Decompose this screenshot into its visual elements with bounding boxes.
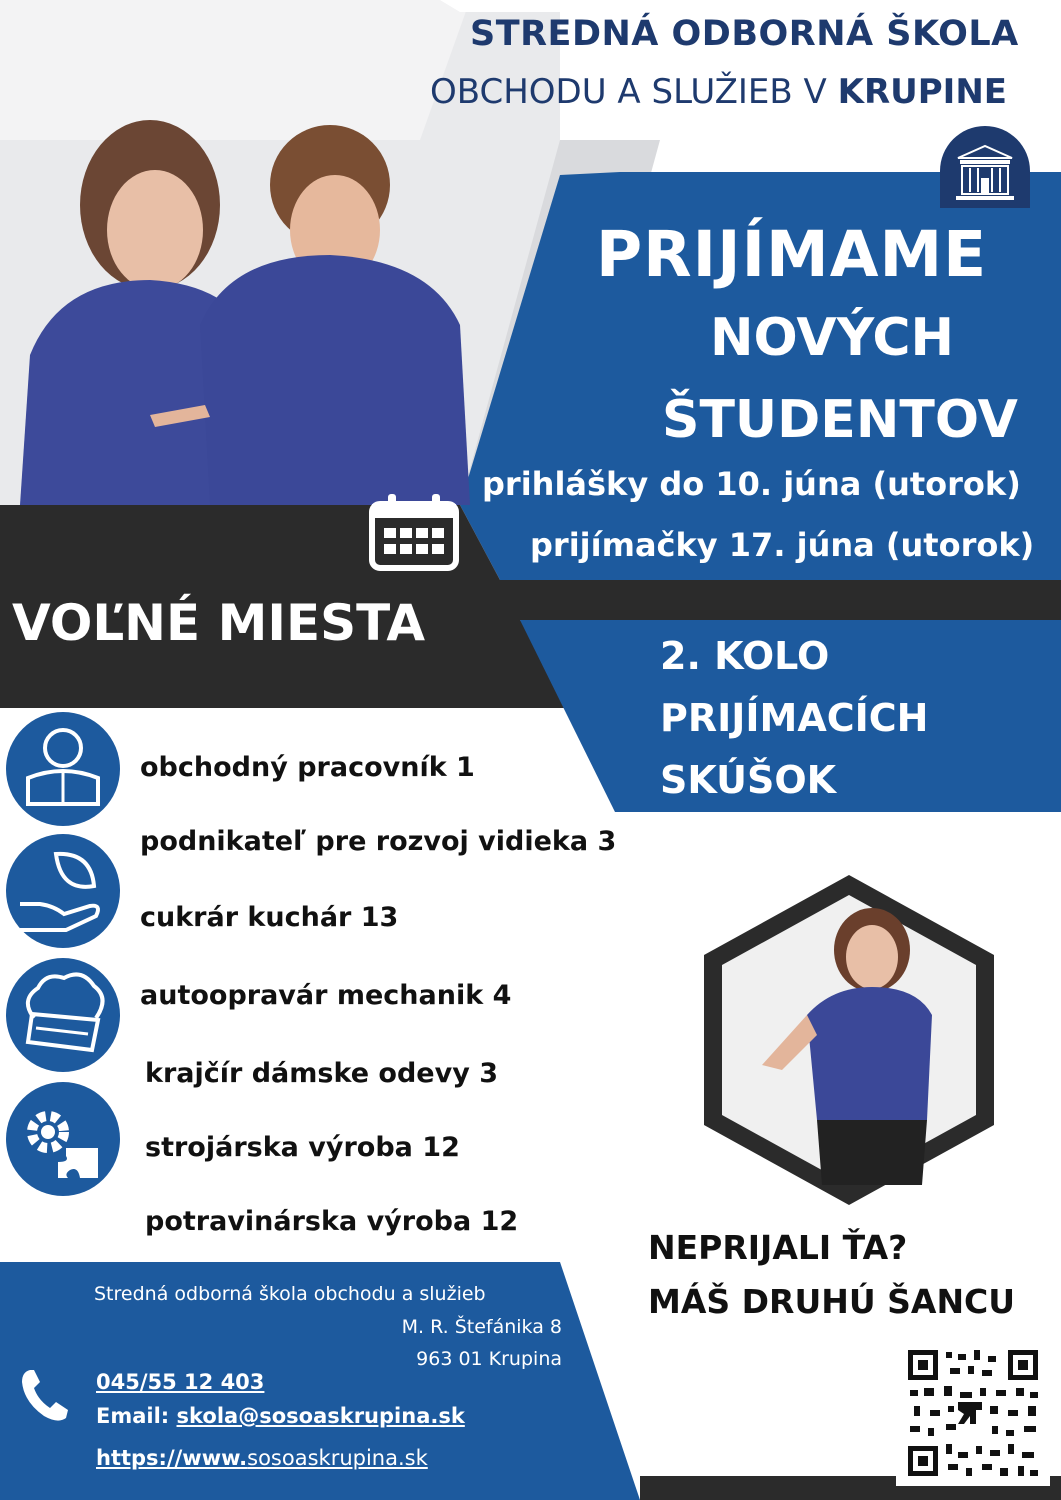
school-name-line1: STREDNÁ ODBORNÁ ŠKOLA	[470, 14, 1019, 54]
email-link[interactable]: skola@sosoaskrupina.sk	[176, 1404, 465, 1428]
students-photo	[0, 95, 500, 505]
hand-leaf-icon	[6, 834, 120, 948]
second-chance-line2: MÁŠ DRUHÚ ŠANCU	[648, 1282, 1016, 1321]
school-name-line2	[430, 72, 1060, 112]
school-name-town: KRUPINE	[837, 72, 1008, 112]
second-chance-line1: NEPRIJALI ŤA?	[648, 1228, 908, 1267]
phone-link[interactable]: 045/55 12 403	[96, 1370, 265, 1394]
program-item: autoopravár mechanik 4	[140, 980, 512, 1011]
phone-icon	[18, 1366, 70, 1426]
program-item: cukrár kuchár 13	[140, 902, 399, 933]
gear-puzzle-icon	[6, 1082, 120, 1196]
chef-hat-icon	[6, 958, 120, 1072]
hero-title: PRIJÍMAME	[596, 218, 988, 291]
round2-line1: 2. KOLO	[660, 634, 830, 678]
school-building-icon	[940, 126, 1030, 208]
vacancies-title: VOĽNÉ MIESTA	[12, 594, 426, 652]
email-line	[96, 1404, 465, 1428]
school-name-prefix: OBCHODU A SLUŽIEB V	[430, 72, 838, 112]
program-item: strojárska výroba 12	[145, 1132, 460, 1163]
footer-city: 963 01 Krupina	[416, 1348, 562, 1370]
program-item: podnikateľ pre rozvoj vidieka 3	[140, 826, 617, 857]
program-item: obchodný pracovník 1	[140, 752, 475, 783]
qr-code[interactable]	[896, 1340, 1050, 1486]
website-link[interactable]	[96, 1446, 428, 1470]
email-label: Email:	[96, 1404, 177, 1428]
program-item: potravinárska výroba 12	[145, 1206, 519, 1237]
student-portrait	[722, 895, 976, 1185]
program-item: krajčír dámske odevy 3	[145, 1058, 498, 1089]
calendar-icon	[368, 490, 460, 572]
reading-person-icon	[6, 712, 120, 826]
round2-line3: SKÚŠOK	[660, 758, 837, 802]
exam-date: prijímačky 17. júna (utorok)	[530, 526, 1035, 564]
website-prefix: https://www.	[96, 1446, 248, 1470]
application-deadline: prihlášky do 10. júna (utorok)	[482, 465, 1021, 503]
hero-line2: NOVÝCH	[710, 308, 955, 368]
footer-street: M. R. Štefánika 8	[401, 1316, 562, 1338]
round2-line2: PRIJÍMACÍCH	[660, 696, 929, 740]
footer-school-name: Stredná odborná škola obchodu a služieb	[94, 1283, 486, 1305]
website-domain: sosoaskrupina.sk	[247, 1446, 428, 1470]
hero-line3: ŠTUDENTOV	[662, 390, 1018, 450]
